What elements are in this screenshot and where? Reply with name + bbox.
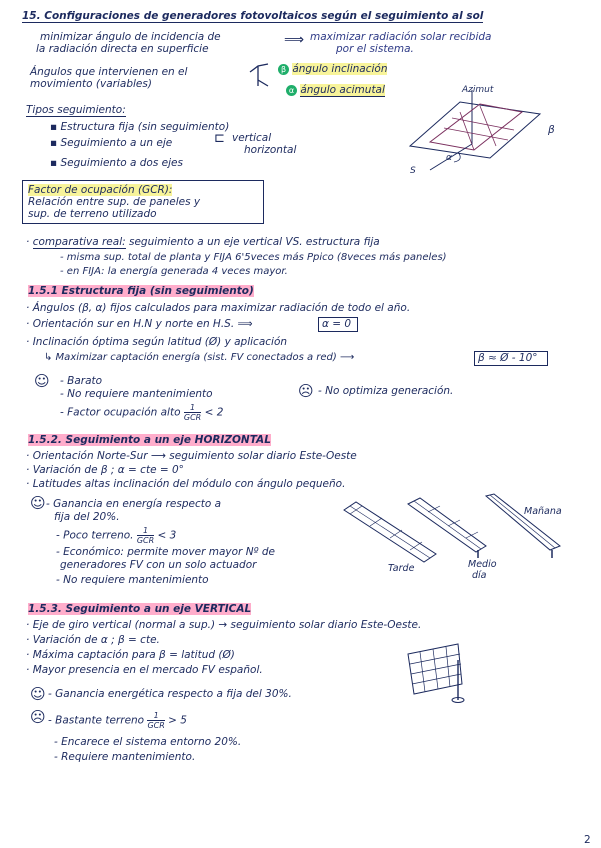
panel-angles-diagram (400, 84, 570, 184)
s153-line-1: · Eje de giro vertical (normal a sup.) → seguimiento solar diario Este-Oeste. (26, 619, 422, 631)
comparativa-bullet-1: - misma sup. total de planta y FIJA 6'5veces más Ppico (8veces más paneles) (60, 252, 447, 263)
south-label: S (410, 166, 416, 176)
s151-line-4: ↳ Maximizar captación energía (sist. FV conectados a red) ⟶ (44, 352, 355, 363)
tipos-item: ▪ Seguimiento a dos ejes (50, 157, 183, 169)
angles-label-line-2: movimiento (variables) (30, 78, 152, 90)
intro-right-line-1: maximizar radiación solar recibida (310, 31, 492, 43)
beta-circle-icon: β (278, 64, 289, 75)
s152-pro-1b: fija del 20%. (54, 511, 120, 523)
eje-fork-icon: ⊏ (214, 131, 225, 146)
sad-face-icon: ☹ (30, 708, 46, 726)
s151-line-1: · Ángulos (β, α) fijos calculados para maximizar radiación de todo el año. (26, 302, 411, 314)
s152-pro-3: - Económico: permite mover mayor Nº de (56, 546, 275, 558)
s153-gcr-fraction: $\frac{1}{\text{GCR}}$ (147, 711, 165, 730)
alpha-zero-value: α = 0 (322, 318, 352, 330)
s152-pro-1: - Ganancia en energía respecto a (46, 498, 222, 510)
diagram-alpha-label: α (446, 153, 452, 163)
comparativa-bullet-2: - en FIJA: la energía generada 4 veces mayor. (60, 266, 288, 277)
azimut-label: Azimut (462, 85, 494, 95)
gcr-title: Factor de ocupación (GCR): (28, 184, 173, 196)
angles-brace-icon (244, 60, 274, 100)
page-number: 2 (584, 834, 591, 846)
s153-con-1: - Bastante terreno $\frac{1}{\text{GCR}}$ > 5 (48, 711, 187, 730)
alpha-circle-icon: α (286, 85, 297, 96)
s152-pro-4: - No requiere mantenimiento (56, 574, 209, 586)
tarde-label: Tarde (388, 563, 415, 574)
s151-pro-3: - Factor ocupación alto $\frac{1}{\text{GCR}}$ < 2 (60, 403, 224, 422)
tipos-item: ▪ Seguimiento a un eje (50, 137, 173, 149)
alpha-angle-row (286, 84, 385, 96)
s151-con-1: - No optimiza generación. (318, 385, 454, 397)
s151-pro-2: - No requiere mantenimiento (60, 388, 213, 400)
comparativa-line: · comparativa real: seguimiento a un eje vertical VS. estructura fija (26, 236, 380, 248)
angles-label-line-1: Ángulos que intervienen en el (30, 66, 188, 78)
tipos-item: ▪ Estructura fija (sin seguimiento) (50, 121, 230, 133)
s153-con-2: - Encarece el sistema entorno 20%. (54, 736, 242, 748)
s153-line-4: · Mayor presencia en el mercado FV español. (26, 664, 263, 676)
s152-line-3: · Latitudes altas inclinación del módulo con ángulo pequeño. (26, 478, 346, 490)
s152-line-1: · Orientación Norte-Sur ⟶ seguimiento solar diario Este-Oeste (26, 450, 357, 462)
beta-optimal-value: β ≈ Ø - 10° (478, 352, 538, 364)
diagram-beta-label: β (548, 124, 555, 136)
beta-angle-label: ángulo inclinación (292, 63, 388, 75)
dia-label: día (472, 570, 487, 581)
s152-gcr-fraction: $\frac{1}{\text{GCR}}$ (136, 526, 155, 545)
happy-face-icon: ☺ (30, 494, 46, 512)
gcr-line-1: Relación entre sup. de paneles y (28, 196, 201, 208)
s152-line-2: · Variación de β ; α = cte = 0° (26, 464, 184, 476)
s151-gcr-fraction: $\frac{1}{\text{GCR}}$ (183, 403, 202, 422)
s153-line-2: · Variación de α ; β = cte. (26, 634, 160, 646)
implies-arrow: ⟹ (284, 32, 305, 48)
happy-face-icon: ☺ (34, 372, 50, 390)
s153-pro-1: - Ganancia energética respecto a fija del 30%. (48, 688, 292, 700)
intro-right-line-2: por el sistema. (336, 43, 414, 55)
gcr-line-2: sup. de terreno utilizado (28, 208, 157, 220)
happy-face-icon: ☺ (30, 685, 46, 703)
sad-face-icon: ☹ (298, 382, 314, 400)
s151-line-3: · Inclinación óptima según latitud (Ø) y aplicación (26, 336, 288, 348)
manana-label: Mañana (524, 506, 562, 517)
s153-line-3: · Máxima captación para β = latitud (Ø) (26, 649, 235, 661)
intro-left-line-2: la radiación directa en superficie (36, 43, 209, 55)
section-152-heading: 1.5.2. Seguimiento a un eje HORIZONTAL (28, 434, 271, 446)
eje-vertical: vertical (232, 132, 272, 144)
intro-left-line-1: minimizar ángulo de incidencia de (40, 31, 221, 43)
section-153-heading: 1.5.3. Seguimiento a un eje VERTICAL (28, 603, 252, 615)
section-151-heading: 1.5.1 Estructura fija (sin seguimiento) (28, 285, 254, 297)
page-title: 15. Configuraciones de generadores fotovoltaicos según el seguimiento al sol (22, 10, 484, 22)
s151-line-2: · Orientación sur en H.N y norte en H.S. ⟹ (26, 318, 253, 330)
beta-angle-row (278, 63, 387, 75)
alpha-angle-label: ángulo acimutal (300, 84, 385, 96)
s151-pro-1: - Barato (60, 375, 103, 387)
s153-con-3: - Requiere mantenimiento. (54, 751, 196, 763)
s152-pro-2: - Poco terreno. $\frac{1}{\text{GCR}}$ < 3 (56, 526, 177, 545)
vertical-tracker-diagram (400, 640, 480, 710)
medio-label: Medio (468, 559, 497, 570)
tipos-heading: Tipos seguimiento: (26, 104, 126, 116)
s152-pro-3b: generadores FV con un solo actuador (60, 559, 257, 571)
eje-horizontal: horizontal (244, 144, 297, 156)
